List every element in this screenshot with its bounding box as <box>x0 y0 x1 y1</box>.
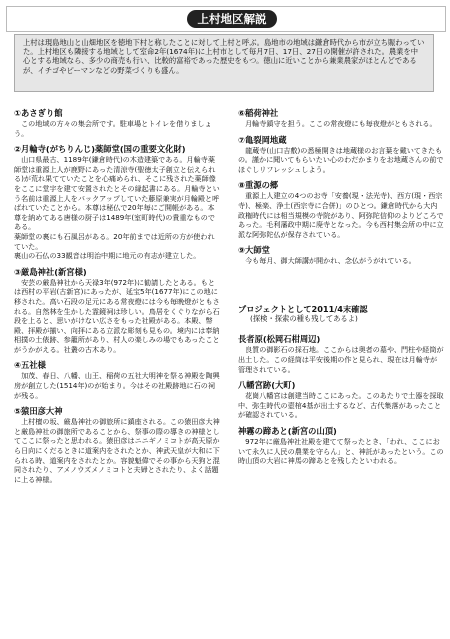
spacer <box>238 272 444 294</box>
entry-itsukushima-shrine <box>14 267 220 355</box>
entry-title: ⑥稲荷神社 <box>238 108 279 118</box>
entry-title: ⑧重源の郷 <box>238 180 279 191</box>
entry-body: 良質の御影石の採石地。ここからは奥者の墓や、門柱や経筒が出土した。この経筒は平安後期の作と見られ、現在は月輪寺が管理されている。 <box>238 345 444 374</box>
entry-body: 重源上人建立の4つのお寺「安養(現・法光寺)、西方(現・西宗寺)、極楽、浄土(西宗寺に合併)」のひとつ。鎌倉時代から大内政権時代には相当規模の寺院があり、阿弥陀信仰のよりどころであった。毛利藩政中期に廃寺となった。今も西村集会所の中に立派な阿弥陀仏が保存されている。 <box>238 191 444 239</box>
entry-body: 龍蔵寺(山口吉敷)の悉極開きは地蔵様のお言葉を戴いてきたもの。謹かに聞いてもらいたい心のわだかまりをお地蔵さんの前でほぐしリフレッシュしよう。 <box>238 145 444 174</box>
entry-hachimangu-ato <box>238 380 444 420</box>
intro-box: 上村は現島地山と山畑地区を徳地下村と称したことに対して上村と呼ぶ。島地市の地域は鎌倉時代から市が立ち賑わっていた。上村地区も隣接する地域として室命2年(1674年)に上村市として毎月7日、17日、27日の開催が許された。農業を中心とする地域なら、多少の商売も行い、比較的富裕であった歴史をもつ。徳山に近いことから兼業農家がほとんどであるが、イチゴやピーマンなどの野菜づくりも盛ん。 <box>14 34 434 92</box>
entry-gachirinji <box>14 144 220 261</box>
entry-title: ④五社様 <box>14 360 46 371</box>
entry-chogen-no-sato <box>238 180 444 239</box>
entry-title: 神霧の蹄あと(新宮の山頂) <box>238 426 337 436</box>
entry-body: 山口県最古、1189年(鎌倉時代)の木造建築である。月輪寺薬師堂は重源上人が鹿野にあった清涼寺(聖徳太子創立と伝えられる)が荒れ果てていたことを心痛められ、そこに残された薬師像をここに堂宇を建て安置されたとその縁起書にある。月輪寺という名前は重源上人をバックアップしていた藤原兼実が月輪殿と呼ばれていたことから。本尊は秘仏で20年毎にご開帳がある。本尊を納めてある唐様の厨子は1489年(室町時代)の貴重なものである。 薬師堂の裏にも石風呂がある。20年前までは近所の方が使われていた。 裏山の石仏の33観音は明治中期に地元の有志が建立した。 <box>14 155 220 261</box>
entry-body: 月輪寺鎮守を担う。ここの常夜燈にも毎夜燈がともされる。 <box>245 119 437 128</box>
page-title: 上村地区解説 <box>187 10 277 28</box>
entry-sarutahiko <box>14 406 220 484</box>
entry-asagiri-kan <box>14 108 220 138</box>
entry-daishido <box>238 245 444 266</box>
entry-shinba-hoofprint <box>238 426 444 466</box>
project-subtitle: (探検・探索の種も残してあるよ) <box>250 314 358 324</box>
title-bar <box>6 6 446 32</box>
entry-title: ②月輪寺(がちりんじ)薬師堂(国の重要文化財) <box>14 144 186 155</box>
entry-title: ⑦亀裂岡地蔵 <box>238 134 287 145</box>
entry-title: 長者原(松岡石柑周辺) <box>238 334 321 345</box>
entry-title: 八幡宮跡(大町) <box>238 380 296 391</box>
entry-body: 今も毎月、御大師講が開かれ、念仏がうがれている。 <box>245 256 416 266</box>
entry-title: ⑤猿田彦大神 <box>14 406 63 417</box>
entry-chojabaru <box>238 334 444 374</box>
entry-jizo <box>238 135 444 175</box>
entry-body: 加茂、春日、八幡、山王、稲荷の五社大明神を祭る神殿を陶興房が創立した(1514年)のが始まり。今はその社殿跡地に石の祠が残る。 <box>14 371 220 400</box>
entry-body: 花崗八幡宮は創建当時ここにあった。このあたりで土器を採取中、弥生時代の壺棺4基が出土するなど、古代集落があったことが確認されている。 <box>238 391 444 420</box>
entry-title: ①あさぎり館 <box>14 108 63 118</box>
entry-body: 972年に厳島神社社殿を建てて祭ったとき、「われ、ここにおいて永久に人民の農業を守らん」と、神託があったという。この時山頂の大岩に神馬の蹄あとを残したといわれる。 <box>238 437 444 466</box>
entry-body: この地域の方々の集会所です。駐車場とトイレを借りましょう。 <box>14 119 212 138</box>
entry-inari-shrine <box>238 108 444 129</box>
entry-title: ⑨大師堂 <box>238 245 270 256</box>
entry-body: 上村檀の坂、厳島神社の御旅所に鎮座される。この猿田彦大神と厳島神社の御旅所であることから、祭事の際の導きの神様としてここに祭ったと思われる。猿田彦はニニギノミコトが高天原から日向にくだるときに道案内をされたとか、神武天皇が大和に下られる時、道案内をされたとか。容貌魁偉でその事から天狗と混同されたり、アメノウズメノミコトと夫婦とされたり、よく話題に上る神様。 <box>14 417 220 484</box>
left-column <box>14 108 220 490</box>
entry-body: 安芸の厳島神社から天禄3年(972年)に勧請したとある。もとは西村の平岩(古新宮)にあったが、延宝5年(1677年)にこの地に移された。高い石段の足元にある常夜燈には今も毎晩燈がともされる。自然林を生かした霊鏡祠は珍しい。鳥居をくぐりながら石段を上ると、思いがけない広さをもった社殿がある。本殿、幣殿、拝殿が揃い、向拝にある立派な彫刻も見もの。境内には奉納相撲の土俵跡、参籠所があり、村人の楽しみの場でもあったことがうかがえる。社叢の古木あり。 <box>14 277 220 354</box>
project-title: プロジェクトとして2011/4末確認 <box>238 303 368 314</box>
entry-title: ③厳島神社(新宮様) <box>14 266 87 277</box>
right-column <box>238 108 444 472</box>
entry-gosha-sama <box>14 360 220 400</box>
